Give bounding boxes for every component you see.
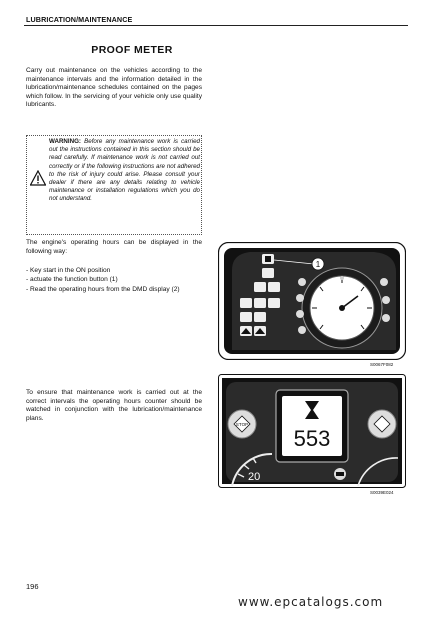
figure-code: S0067F082 <box>370 362 394 367</box>
display-figure <box>218 374 406 488</box>
footer-watermark[interactable]: www.epcatalogs.com <box>238 595 384 609</box>
maintenance-note: To ensure that maintenance work is carried out at the correct intervals the operating hours counter should be watched in conjunction with the lubrication/maintenance plans. <box>26 389 202 422</box>
dial-number: 20 <box>248 471 261 483</box>
intro-paragraph: Carry out maintenance on the vehicles according to the maintenance intervals and the information detailed in the lubrication/maintenance schedules contained on the pages which follow. In the servicing of your vehicle only use quality lubricants. <box>26 67 202 109</box>
warning-body: Before any maintenance work is carried out the instructions contained in this section should be read carefully. If maintenance work is not carried out correctly or if the following instructions are not adhered to the risk of injury could arise. Please consult your dealer if there are any details relating to vehicle maintenance or installation regulations which you do not understand. <box>49 138 200 203</box>
header-rule <box>24 25 408 26</box>
step-item: - Read the operating hours from the DMD display (2) <box>26 285 180 293</box>
figure-code: S0039E024 <box>370 490 394 495</box>
stop-label: STOP <box>235 422 249 427</box>
callout-number: 1 <box>315 260 321 269</box>
step-item: - actuate the function button (1) <box>26 276 118 284</box>
step-item: - Key start in the ON position <box>26 267 111 274</box>
section-title: LUBRICATION/MAINTENANCE <box>26 15 133 24</box>
hours-counter: 553 <box>293 426 331 451</box>
page-number: 196 <box>26 582 39 591</box>
dashboard-figure <box>218 242 406 360</box>
warning-triangle-icon <box>30 170 46 186</box>
page-title: PROOF METER <box>91 44 173 56</box>
steps-list <box>26 266 206 294</box>
operating-hours-intro: The engine's operating hours can be displayed in the following way: <box>26 239 202 255</box>
warning-label: WARNING: <box>49 138 81 145</box>
warning-text <box>49 138 200 204</box>
